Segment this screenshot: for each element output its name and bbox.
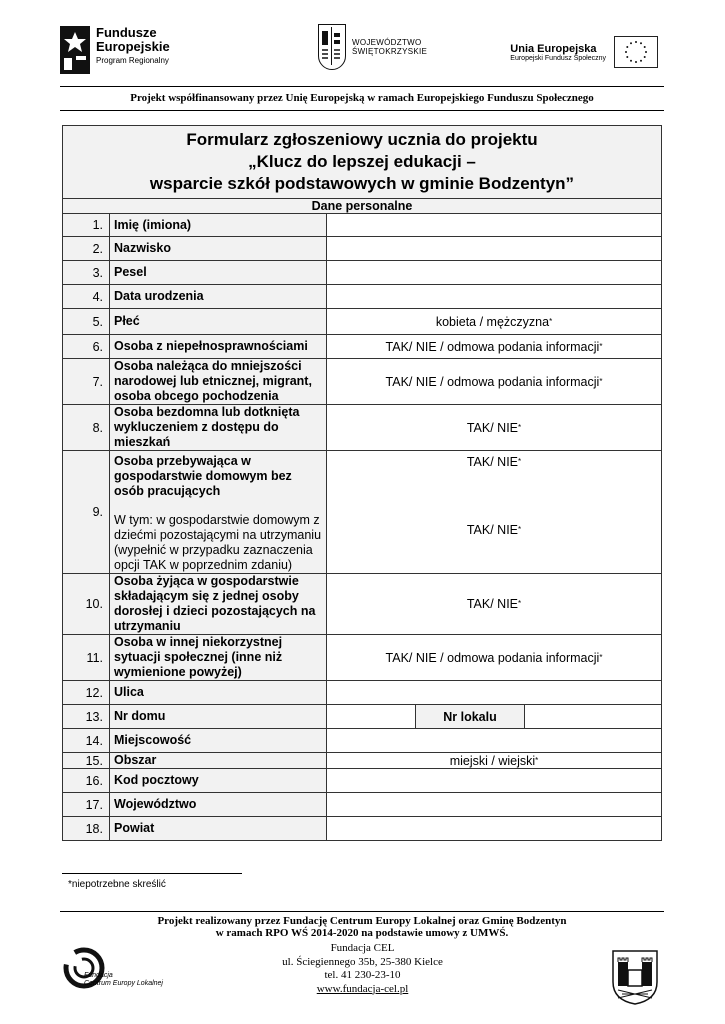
row-label: Osoba żyjąca w gospodarstwie składającym się z jednej osoby dorosłej i dzieci pozostających na utrzymaniu	[110, 574, 327, 635]
row-number: 16.	[63, 769, 110, 793]
minority-options: TAK/ NIE / odmowa podania informacji	[385, 374, 600, 389]
sw-line1: WOJEWÓDZTWO	[352, 38, 422, 47]
flat-number-field[interactable]	[525, 705, 662, 729]
row-label: Powiat	[110, 817, 327, 841]
website-link[interactable]: www.fundacja-cel.pl	[316, 982, 409, 995]
row-sublabel: W tym: w gospodarstwie domowym z dziećmi pozostającymi na utrzymaniu (wypełnić w przypadku zaznaczenia opcji TAK w poprzednim zdaniu)	[114, 513, 322, 572]
footnote-rule	[62, 873, 242, 874]
row-label: Płeć	[110, 309, 327, 335]
voivodeship-field[interactable]	[327, 793, 662, 817]
sex-choice[interactable]	[327, 309, 662, 335]
impl-line1: Projekt realizowany przez Fundację Centrum Europy Lokalnej oraz Gminę Bodzentyn	[157, 915, 567, 927]
sw-line2: ŚWIĘTOKRZYSKIE	[352, 47, 428, 56]
area-options: miejski / wiejski	[449, 753, 536, 768]
form-title-line2: „Klucz do lepszej edukacji –	[248, 152, 476, 171]
county-field[interactable]	[327, 817, 662, 841]
area-choice[interactable]	[327, 753, 662, 769]
form-title-row	[63, 126, 662, 199]
asterisk: *	[535, 755, 539, 765]
form-title-line3: wsparcie szkół podstawowych w gminie Bodzentyn”	[149, 174, 575, 193]
row-number: 9.	[63, 451, 110, 574]
row-number: 12.	[63, 681, 110, 705]
asterisk: *	[518, 422, 522, 432]
row-number: 8.	[63, 405, 110, 451]
row-label: Ulica	[110, 681, 327, 705]
row-label: Obszar	[110, 753, 327, 769]
wojewodztwo-logo	[318, 24, 427, 70]
form-row	[63, 729, 662, 753]
row-label	[110, 451, 327, 574]
implementation-notice	[60, 915, 664, 939]
fundacja-cel-logo	[62, 946, 172, 996]
form-row	[63, 705, 662, 729]
row-number: 14.	[63, 729, 110, 753]
row-label: Osoba w innej niekorzystnej sytuacji społecznej (inne niż wymienione powyżej)	[110, 635, 327, 681]
form-row	[63, 681, 662, 705]
disability-options: TAK/ NIE / odmowa podania informacji	[385, 339, 600, 354]
section-row	[63, 199, 662, 214]
form-row	[63, 359, 662, 405]
last-name-field[interactable]	[327, 237, 662, 261]
address-line2: ul. Ściegiennego 35b, 25-380 Kielce	[282, 955, 443, 968]
form-row	[63, 214, 662, 237]
jobless-household-choice[interactable]	[327, 451, 662, 574]
homeless-choice[interactable]	[327, 405, 662, 451]
application-form-table	[62, 125, 662, 841]
form-row	[63, 753, 662, 769]
row-label: Nazwisko	[110, 237, 327, 261]
fe-line3: Program Regionalny	[96, 56, 169, 65]
form-row	[63, 261, 662, 285]
house-number-field[interactable]	[327, 705, 416, 729]
row-label: Osoba z niepełnosprawnościami	[110, 335, 327, 359]
row-number: 17.	[63, 793, 110, 817]
row-number: 6.	[63, 335, 110, 359]
form-title-line1: Formularz zgłoszeniowy ucznia do projektu	[186, 130, 538, 149]
row-label: Pesel	[110, 261, 327, 285]
cofinanced-notice: Projekt współfinansowany przez Unię Europejską w ramach Europejskiego Funduszu Społecznego	[130, 92, 594, 104]
minority-choice[interactable]	[327, 359, 662, 405]
form-row	[63, 285, 662, 309]
row-label-main: Osoba przebywająca w gospodarstwie domowym bez osób pracujących	[114, 454, 292, 498]
homeless-options: TAK/ NIE	[466, 420, 519, 435]
form-row	[63, 237, 662, 261]
other-disadvantage-choice[interactable]	[327, 635, 662, 681]
form-row	[63, 335, 662, 359]
sex-options: kobieta / mężczyzna	[435, 314, 550, 329]
header-rule-top	[60, 86, 664, 87]
disability-choice[interactable]	[327, 335, 662, 359]
form-row	[63, 817, 662, 841]
row-number: 3.	[63, 261, 110, 285]
row-number: 4.	[63, 285, 110, 309]
asterisk: *	[518, 599, 522, 608]
eu-flag-icon	[614, 36, 658, 68]
form-row	[63, 793, 662, 817]
row-label: Data urodzenia	[110, 285, 327, 309]
row-label: Osoba należąca do mniejszości narodowej lub etnicznej, migrant, osoba obcego pochodzenia	[110, 359, 327, 405]
postal-code-field[interactable]	[327, 769, 662, 793]
asterisk: *	[599, 376, 603, 386]
row-number: 18.	[63, 817, 110, 841]
street-field[interactable]	[327, 681, 662, 705]
birth-date-field[interactable]	[327, 285, 662, 309]
row-number: 15.	[63, 753, 110, 769]
cel-logo-line2: Centrum Europy Lokalnej	[84, 980, 163, 987]
form-row	[63, 769, 662, 793]
single-parent-choice[interactable]	[327, 574, 662, 635]
bodzentyn-crest-icon	[610, 948, 660, 1006]
cel-logo-line1: Fundacja	[84, 972, 113, 979]
foundation-address	[200, 942, 525, 996]
crest-icon	[318, 24, 346, 70]
fe-line2: Europejskie	[96, 39, 170, 54]
row-number: 11.	[63, 635, 110, 681]
form-title	[63, 126, 662, 199]
row-number: 7.	[63, 359, 110, 405]
ue-line2: Europejski Fundusz Społeczny	[510, 54, 606, 62]
asterisk: *	[549, 316, 553, 326]
unia-europejska-logo	[510, 36, 658, 68]
form-row	[63, 451, 662, 574]
first-name-field[interactable]	[327, 214, 662, 237]
row-number: 10.	[63, 574, 110, 635]
fundusze-europejskie-logo	[60, 26, 170, 74]
footer-rule	[60, 911, 664, 912]
jobless-options: TAK/ NIE	[466, 455, 519, 469]
form-row	[63, 309, 662, 335]
impl-line2: w ramach RPO WŚ 2014-2020 na podstawie umowy z UMWŚ.	[215, 927, 509, 939]
address-line1: Fundacja CEL	[330, 942, 395, 954]
other-disadvantage-options: TAK/ NIE / odmowa podania informacji	[385, 650, 600, 665]
form-row	[63, 574, 662, 635]
row-label: Nr domu	[110, 705, 327, 729]
row-label: Miejscowość	[110, 729, 327, 753]
footnote: *niepotrzebne skreślić	[68, 879, 166, 890]
row-number: 5.	[63, 309, 110, 335]
form-row	[63, 635, 662, 681]
flat-number-label: Nr lokalu	[416, 705, 525, 729]
section-header: Dane personalne	[63, 199, 662, 214]
row-label: Imię (imiona)	[110, 214, 327, 237]
pesel-field[interactable]	[327, 261, 662, 285]
row-label: Województwo	[110, 793, 327, 817]
row-number: 13.	[63, 705, 110, 729]
row-number: 2.	[63, 237, 110, 261]
form-row	[63, 405, 662, 451]
jobless-children-options: TAK/ NIE	[466, 523, 519, 537]
asterisk: *	[599, 341, 603, 351]
header-rule-bottom	[60, 110, 664, 111]
header-logos	[60, 22, 664, 78]
address-phone: tel. 41 230-23-10	[324, 969, 401, 981]
row-label: Osoba bezdomna lub dotknięta wykluczeniem z dostępu do mieszkań	[110, 405, 327, 451]
ue-line1: Unia Europejska	[510, 42, 597, 55]
asterisk: *	[518, 457, 522, 466]
row-label: Kod pocztowy	[110, 769, 327, 793]
fe-star-icon	[60, 26, 90, 74]
asterisk: *	[518, 525, 522, 534]
row-number: 1.	[63, 214, 110, 237]
fe-line1: Fundusze	[96, 25, 157, 40]
single-parent-options: TAK/ NIE	[466, 597, 519, 611]
town-field[interactable]	[327, 729, 662, 753]
asterisk: *	[599, 652, 603, 662]
